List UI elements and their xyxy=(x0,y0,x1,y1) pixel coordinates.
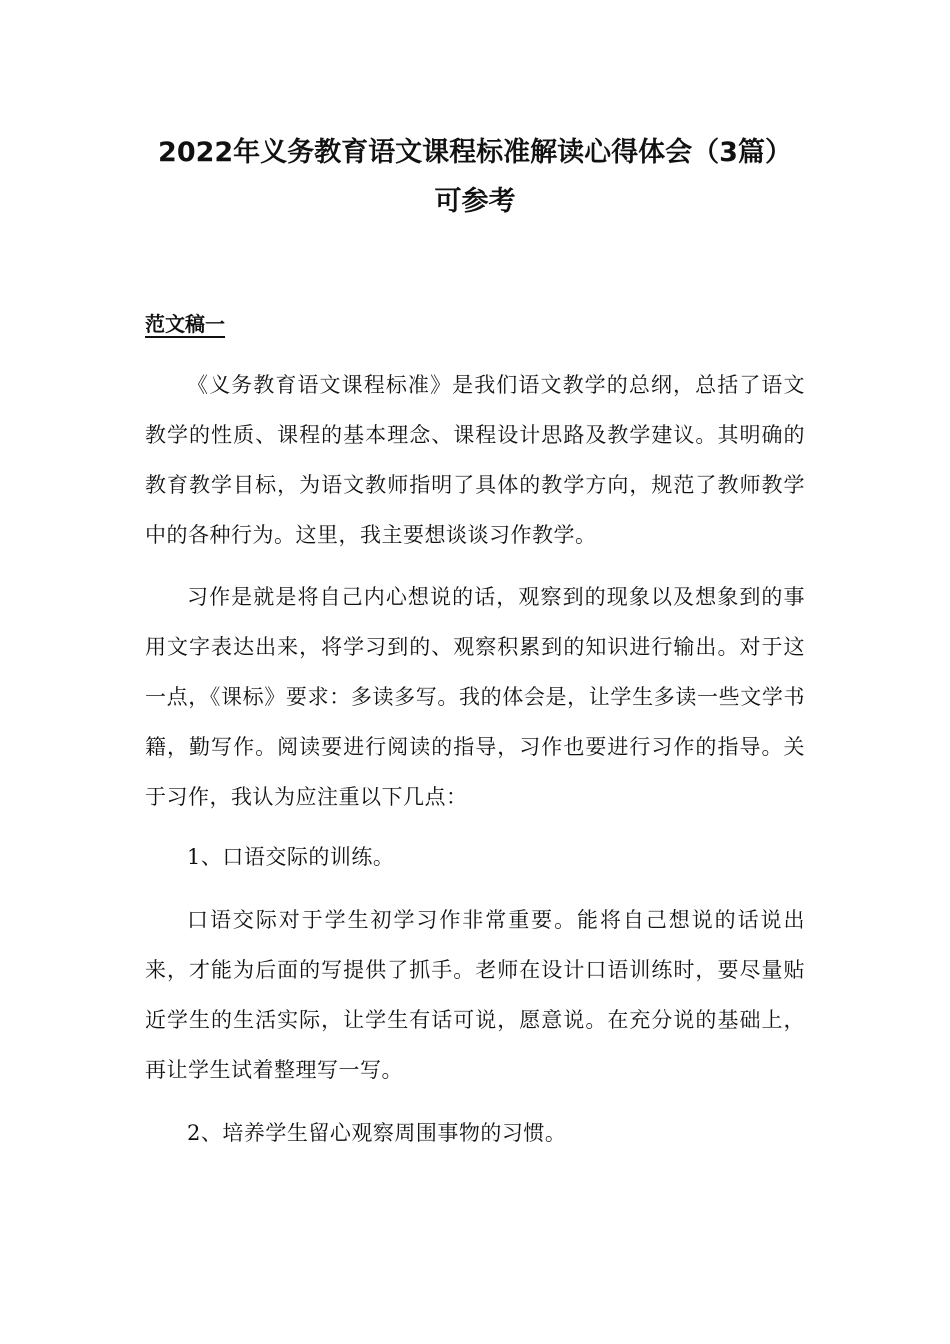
document-title-line-2: 可参考 xyxy=(434,186,516,217)
list-point-2: 2、培养学生留心观察周围事物的习惯。 xyxy=(187,1121,567,1145)
body-paragraph-2: 习作是就是将自己内心想说的话，观察到的现象以及想象到的事用文字表达出来，将学习到的、观察积累到的知识进行输出。对于这一点，《课标》要求：多读多写。我的体会是，让学生多读一些文学书籍，勤写作。阅读要进行阅读的指导，习作也要进行习作的指导。关于习作，我认为应注重以下几点： xyxy=(145,585,805,809)
list-point-1: 1、口语交际的训练。 xyxy=(187,845,395,869)
body-paragraph-3: 口语交际对于学生初学习作非常重要。能将自己想说的话说出来，才能为后面的写提供了抓手。老师在设计口语训练时，要尽量贴近学生的生活实际，让学生有话可说，愿意说。在充分说的基础上，再让学生试着整理写一写。 xyxy=(145,908,805,1082)
section-heading: 范文稿一 xyxy=(145,312,225,336)
document-title-line-1: 2022年义务教育语文课程标准解读心得体会（3篇） xyxy=(158,137,792,168)
body-paragraph-1: 《义务教育语文课程标准》是我们语文教学的总纲，总括了语文教学的性质、课程的基本理念、课程设计思路及教学建议。其明确的教育教学目标，为语文教师指明了具体的教学方向，规范了教师教学中的各种行为。这里，我主要想谈谈习作教学。 xyxy=(145,373,805,547)
